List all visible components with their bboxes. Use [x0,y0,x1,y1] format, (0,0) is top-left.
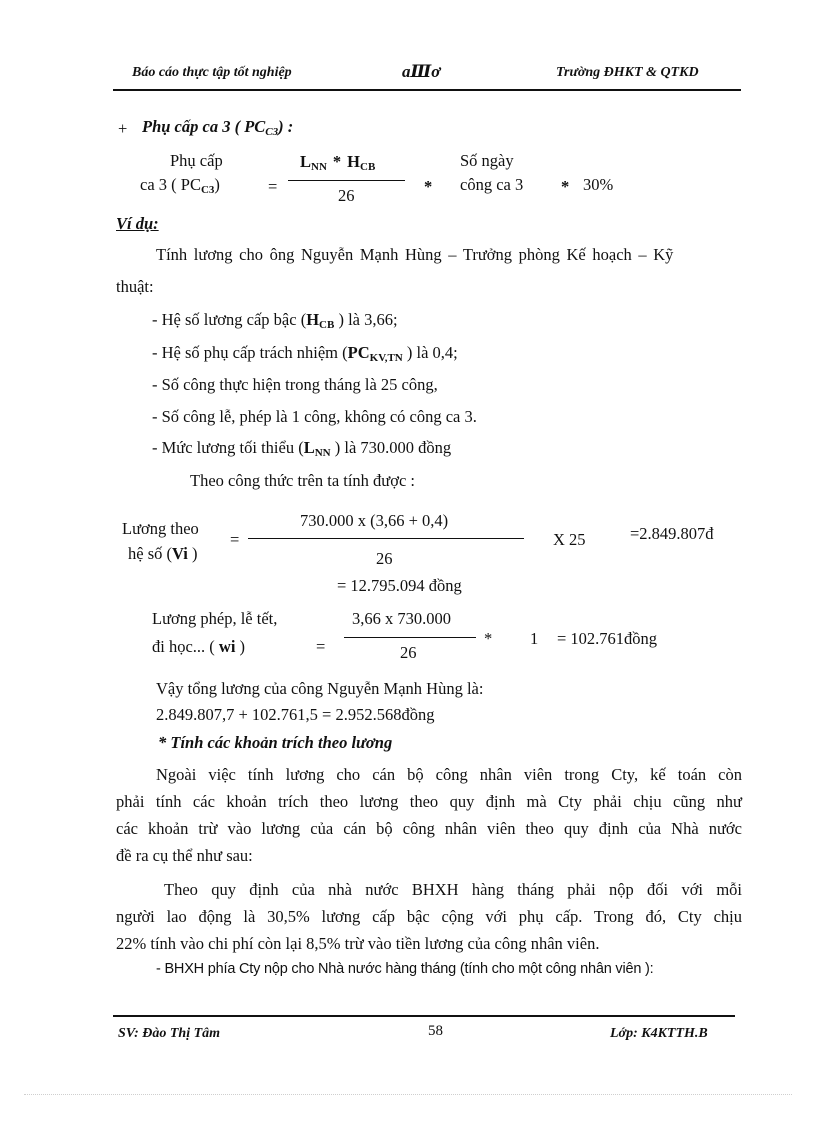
example-bullet-5: - Mức lương tối thiểu ($L_{NN}$ ) là 730.000 đồng [152,438,452,459]
calc2-fraction-line [344,637,476,638]
calc2-eq: = [316,637,326,656]
pc3-percent: 30% [583,175,614,194]
footer-page-number: 58 [428,1023,443,1039]
footer-right: Lớp: K4KTTH.B [610,1026,708,1041]
pc3-star1: * [424,177,433,196]
header-logo-icon: ɑⅢơ [402,62,441,81]
pc3-title: Phụ cấp ca 3 ( $PC_{C3}$) : [142,117,294,138]
header-rule [113,89,741,91]
example-intro-line1: Tính lương cho ông Nguyễn Mạnh Hùng – Trưởng phòng Kế hoạch – Kỹ [156,245,674,264]
total-line2: 2.849.807,7 + 102.761,5 = 2.952.568đồng [156,705,435,724]
header-right: Trường ĐHKT & QTKD [556,65,699,80]
pc3-star2: * [561,177,570,196]
example-bullet-4: - Số công lễ, phép là 1 công, không có công ca 3. [152,407,477,426]
deductions-paragraph-2: Theo quy định của nhà nước BHXH hàng tháng phải nộp đối với mỗi người lao động là 30,5% lương cấp bậc cộng với phụ cấp. Trong đó, Cty chịu 22% tính vào chi phí còn lại 8,5% trừ vào tiền lương của công nhân viên. [116,880,742,953]
total-line1: Vậy tổng lương của công Nguyễn Mạnh Hùng là: [156,679,484,698]
deductions-heading: * Tính các khoản trích theo lương [158,733,393,752]
example-bullet-1: - Hệ số lương cấp bậc ($H_{CB}$ ) là 3,66; [152,310,398,331]
header-left: Báo cáo thực tập tốt nghiệp [132,65,292,80]
calc2-lhs-line2: đi học... ( wi ) [152,637,246,656]
calc2-numerator: 3,66 x 730.000 [352,609,451,628]
calc2-denominator: 26 [400,643,417,662]
calc1-numerator: 730.000 x (3,66 + 0,4) [300,511,449,530]
pc3-lhs-line2: ca 3 ( $PC_{C3}$) [140,175,220,196]
bottom-dotted-divider [24,1094,792,1095]
pc3-eq: = [268,177,278,196]
calc1-multiplier: X 25 [553,530,586,549]
calc2-one: 1 [530,629,539,648]
calc1-denominator: 26 [376,549,393,568]
calc2-star: * [484,629,493,648]
example-bullet-3: - Số công thực hiện trong tháng là 25 công, [152,375,438,394]
pc3-numerator: $L_{NN} * H_{CB}$ [300,152,376,173]
calc1-lhs-line2: hệ số (Vi ) [128,544,198,563]
example-bullet-2: - Hệ số phụ cấp trách nhiệm ($PC_{KV,TN}$ ) là 0,4; [152,343,458,364]
formula-intro: Theo công thức trên ta tính được : [190,471,416,490]
deductions-paragraph-3: - BHXH phía Cty nộp cho Nhà nước hàng tháng (tính cho một công nhân viên ): [156,961,654,977]
calc2-lhs-line1: Lương phép, lễ tết, [152,609,278,628]
calc1-result: =2.849.807đ [630,524,714,543]
calc1-second-result: = 12.795.094 đồng [337,576,462,595]
pc3-lhs-line1: Phụ cấp [170,151,223,170]
calc1-fraction-line [248,538,524,539]
footer-left: SV: Đào Thị Tâm [118,1026,221,1041]
example-label: Ví dụ: [116,214,159,233]
pc3-days-line1: Số ngày [460,151,514,170]
calc1-lhs-line1: Lương theo [122,519,199,538]
example-intro-line2: thuật: [116,277,154,296]
pc3-plus: + [118,119,128,138]
calc1-eq: = [230,530,240,549]
calc2-result: = 102.761đồng [557,629,658,648]
pc3-fraction-line [288,180,405,181]
pc3-days-line2: công ca 3 [460,175,524,194]
pc3-denominator: 26 [338,186,355,205]
deductions-paragraph-1: Ngoài việc tính lương cho cán bộ công nhân viên trong Cty, kế toán còn phải tính các khoản trích theo lương theo quy định mà Cty phải chịu cũng như các khoản trừ vào lương của cán bộ công nhân viên theo quy định của Nhà nước đề ra cụ thể như sau: [116,765,742,865]
footer-rule [113,1015,735,1017]
